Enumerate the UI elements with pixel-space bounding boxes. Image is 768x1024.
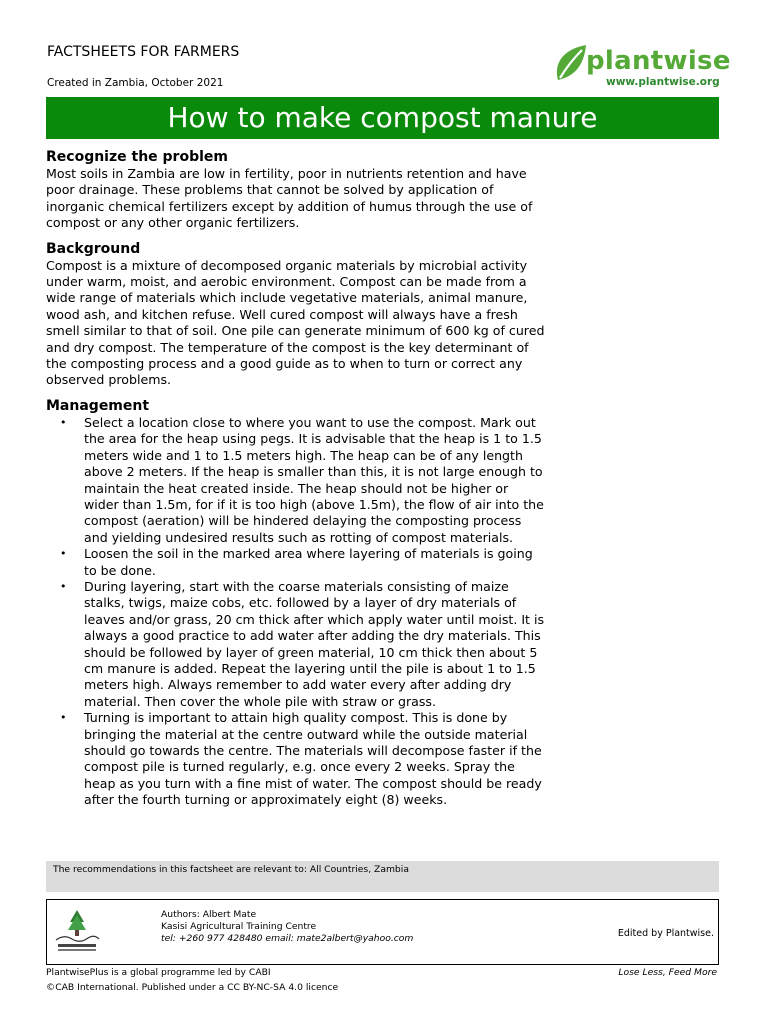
- series-title: FACTSHEETS FOR FARMERS: [47, 44, 240, 60]
- background-text: Compost is a mixture of decomposed organic materials by microbial activity under warm, moist, and aerobic environment. Compost can be made from a wide range of materials which include vegetative materials, animal manure, wood ash, and kitchen refuse. Well cured compost will always have a fresh smell similar to that of soil. One pile can generate minimum of 600 kg of cured and dry compost. The temperature of the compost is the key determinant of the composting process and a good guide as to when to turn or correct any observed problems.: [46, 257, 545, 388]
- author-details: [161, 909, 413, 945]
- tagline: Lose Less, Feed More: [618, 967, 717, 978]
- problem-text: Most soils in Zambia are low in fertility, poor in nutrients retention and have poor drainage. These problems that cannot be solved by application of inorganic chemical fertilizers except by addition of humus through the use of compost or any other organic fertilizers.: [46, 166, 533, 231]
- list-item: • During layering, start with the coarse materials consisting of maize stalks, twigs, maize cobs, etc. followed by a layer of dry materials of leaves and/or grass, 20 cm thick after which apply water until moist. It is always a good practice to add water after adding the dry materials. This should be followed by layer of green material, 10 cm thick then about 5 cm manure is added. Repeat the layering until the pile is about 1 to 1.5 meters high. Always remember to add water every after adding dry material. Then cover the whole pile with straw or grass.: [46, 579, 546, 710]
- factsheet-body: [46, 149, 546, 809]
- logo-url: www.plantwise.org: [606, 76, 720, 88]
- list-item: • Select a location close to where you want to use the compost. Mark out the area for the heap using pegs. It is advisable that the heap is 1 to 1.5 meters wide and 1 to 1.5 meters high. The heap can be of any length above 2 meters. If the heap is smaller than this, it is not large enough to maintain the heat created inside. The heap should not be higher or wider than 1.5m, for if it is too high (above 1.5m), the flow of air into the compost (aeration) will be hindered delaying the composting process and yielding undesired results such as rotting of compost materials.: [46, 415, 546, 546]
- leaf-icon: [552, 42, 590, 84]
- programme-note: PlantwisePlus is a global programme led by CABI: [46, 967, 271, 978]
- background-heading: Background: [46, 240, 141, 257]
- created-note: Created in Zambia, October 2021: [47, 77, 224, 89]
- author-contact: tel: +260 977 428480 email: mate2albert@yahoo.com: [161, 933, 414, 944]
- edited-by: Edited by Plantwise.: [617, 928, 714, 939]
- relevance-bar: The recommendations in this factsheet are relevant to: All Countries, Zambia: [46, 861, 719, 892]
- author-box: [46, 899, 719, 965]
- plantwise-logo: [552, 42, 731, 92]
- logo-wordmark: plantwise: [586, 46, 731, 76]
- management-heading: Management: [46, 397, 150, 414]
- author-organisation: Kasisi Agricultural Training Centre: [161, 921, 317, 932]
- problem-heading: Recognize the problem: [46, 149, 228, 165]
- list-item: • Loosen the soil in the marked area where layering of materials is going to be done.: [46, 546, 546, 579]
- list-item: • Turning is important to attain high quality compost. This is done by bringing the material at the centre outward while the outside material should go towards the centre. The materials will decompose faster if the compost pile is turned regularly, e.g. once every 2 weeks. Spray the heap as you turn with a fine mist of water. The compost should be ready after the fourth turning or approximately eight (8) weeks.: [46, 710, 546, 808]
- author-name: Authors: Albert Mate: [161, 909, 257, 920]
- training-centre-logo-icon: [52, 906, 102, 956]
- page-title: How to make compost manure: [46, 97, 719, 139]
- license-note: ©CAB International. Published under a CC BY-NC-SA 4.0 licence: [46, 982, 339, 993]
- management-list: [46, 415, 546, 809]
